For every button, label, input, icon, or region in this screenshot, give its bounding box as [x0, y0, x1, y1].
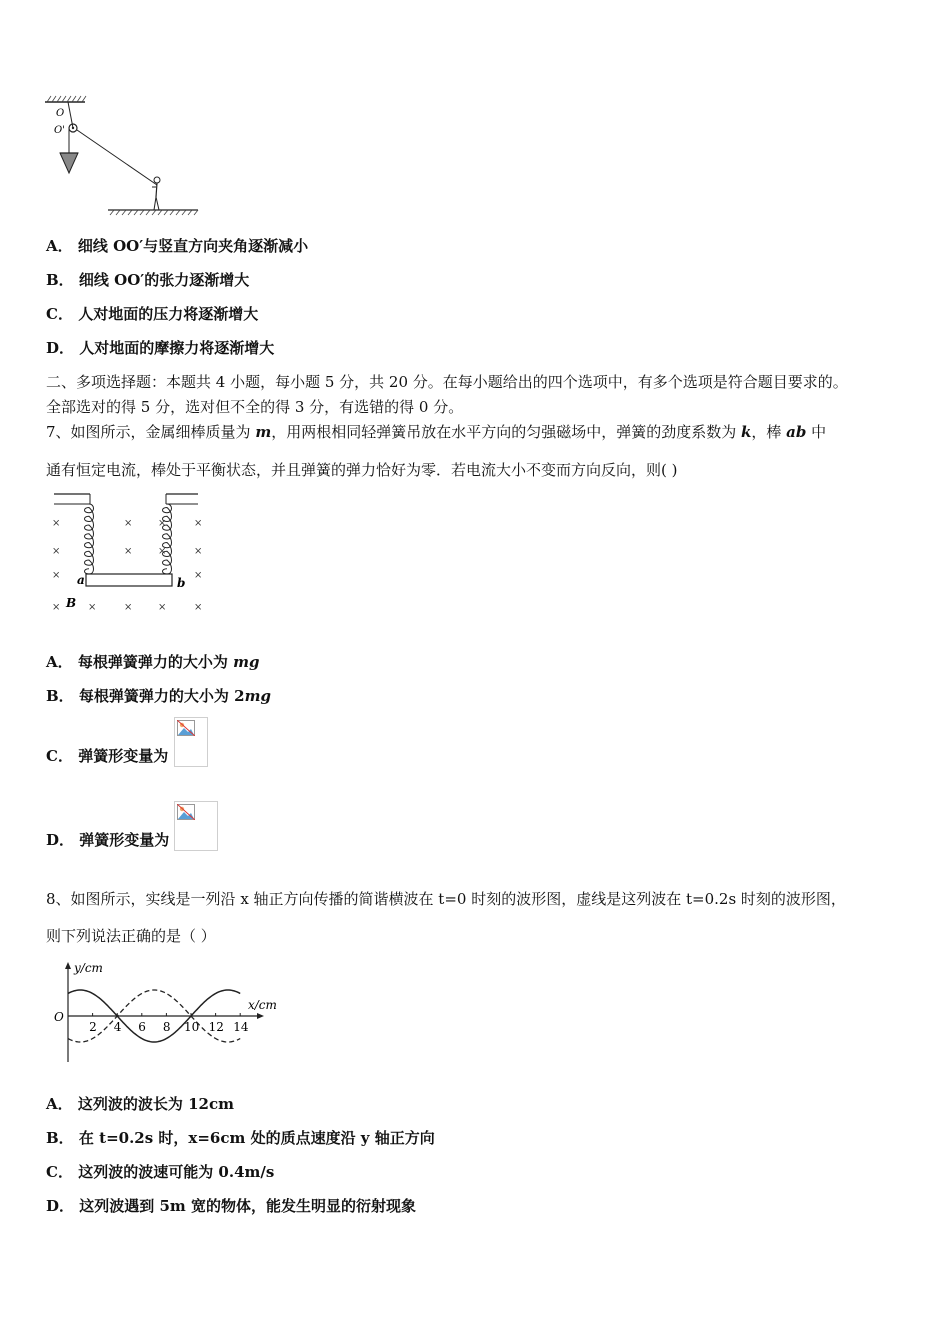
broken-image-icon: [174, 717, 208, 767]
x-tick-label: 4: [113, 1020, 122, 1034]
q6-option-d: D． 人对地面的摩擦力将逐渐增大: [46, 339, 275, 357]
label-b: b: [177, 576, 186, 590]
broken-image-icon: [174, 801, 218, 851]
x-tick-label: 10: [184, 1020, 200, 1034]
label-o-prime: O': [54, 125, 65, 136]
field-cross: ×: [158, 546, 167, 557]
section2-line2: 全部选对的得 5 分，选对但不全的得 3 分，有选错的得 0 分。: [46, 398, 464, 416]
field-cross: ×: [88, 602, 97, 613]
x-tick-label: 2: [89, 1020, 97, 1034]
x-tick-label: 12: [208, 1020, 224, 1034]
q8-stem-line2: 则下列说法正确的是（ ）: [46, 927, 216, 945]
q6-option-b: B． 细线 OO′的张力逐渐增大: [46, 271, 250, 289]
q8-option-c: C． 这列波的波速可能为 0.4m/s: [46, 1163, 275, 1181]
q8-option-d: D． 这列波遇到 5m 宽的物体，能发生明显的衍射现象: [46, 1197, 417, 1215]
q7-option-b: B． 每根弹簧弹力的大小为 2mg: [46, 687, 271, 705]
field-cross: ×: [194, 518, 203, 529]
label-field-b: B: [66, 596, 77, 610]
field-cross: ×: [194, 602, 203, 613]
field-cross: ×: [52, 570, 61, 581]
q7-option-d: D． 弹簧形变量为: [46, 831, 170, 849]
field-cross: ×: [158, 518, 167, 529]
field-cross: ×: [52, 518, 61, 529]
x-axis-label: x/cm: [248, 998, 277, 1012]
q7-option-a: A． 每根弹簧弹力的大小为 mg: [46, 653, 260, 671]
field-cross: ×: [124, 546, 133, 557]
y-axis-label: y/cm: [74, 961, 103, 975]
q7-option-c: C． 弹簧形变量为: [46, 747, 169, 765]
field-cross: ×: [52, 602, 61, 613]
label-a: a: [77, 573, 85, 587]
pulley-figure: [40, 95, 205, 220]
field-cross: ×: [194, 570, 203, 581]
q6-option-a: A． 细线 OO′与竖直方向夹角逐渐减小: [46, 237, 309, 255]
section2-line1: 二、多项选择题：本题共 4 小题，每小题 5 分，共 20 分。在每小题给出的四个选项中，有多个选项是符合题目要求的。: [46, 373, 848, 391]
field-cross: ×: [124, 518, 133, 529]
origin-label: O: [54, 1010, 64, 1024]
q7-stem-line1: 7、如图所示，金属细棒质量为 m，用两根相同轻弹簧吊放在水平方向的匀强磁场中，弹簧的劲度系数为 k，棒 ab 中: [46, 423, 827, 441]
x-tick-label: 6: [138, 1020, 146, 1034]
x-tick-label: 8: [162, 1020, 171, 1034]
spring-magnetic-figure: [46, 490, 206, 618]
field-cross: ×: [124, 602, 133, 613]
q7-stem-line2: 通有恒定电流，棒处于平衡状态，并且弹簧的弹力恰好为零．若电流大小不变而方向反向，则( ): [46, 461, 678, 479]
field-cross: ×: [52, 546, 61, 557]
q8-option-a: A． 这列波的波长为 12cm: [46, 1095, 234, 1113]
q8-stem-line1: 8、如图所示，实线是一列沿 x 轴正方向传播的简谐横波在 t=0 时刻的波形图，虚线是这列波在 t=0.2s 时刻的波形图，: [46, 890, 846, 908]
x-tick-label: 14: [233, 1020, 249, 1034]
q8-option-b: B． 在 t=0.2s 时，x=6cm 处的质点速度沿 y 轴正方向: [46, 1129, 435, 1147]
field-cross: ×: [194, 546, 203, 557]
q6-option-c: C． 人对地面的压力将逐渐增大: [46, 305, 259, 323]
label-o: O: [56, 108, 65, 119]
field-cross: ×: [158, 602, 167, 613]
wave-figure: [48, 958, 288, 1068]
